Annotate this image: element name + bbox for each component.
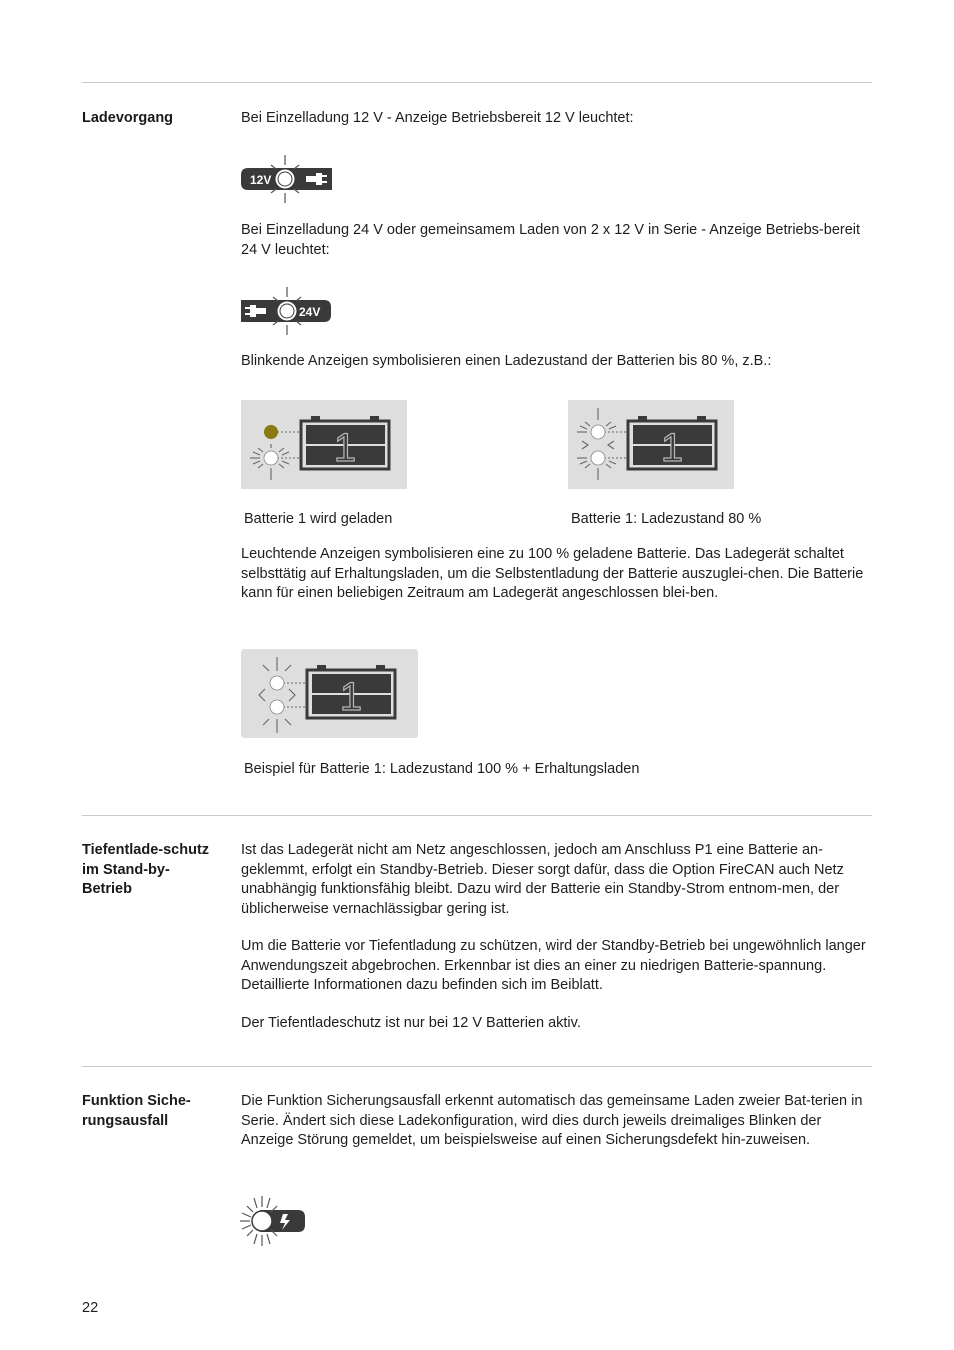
- section-divider: [82, 1066, 872, 1067]
- led-blinking-indicator: [264, 451, 278, 465]
- caption-battery-charging: Batterie 1 wird geladen: [244, 511, 393, 527]
- fault-indicator-figure: [238, 1194, 310, 1248]
- indicator-24v-figure: [238, 284, 338, 340]
- paragraph-24v: Bei Einzelladung 24 V oder gemeinsamem Laden von 2 x 12 V in Serie - Anzeige Betriebs-bereit 24 V leuchtet:: [241, 222, 861, 258]
- paragraph-12v: Bei Einzelladung 12 V - Anzeige Betriebsbereit 12 V leuchtet:: [241, 110, 634, 126]
- battery-100-figure: [241, 649, 418, 738]
- led-lit-indicator: [270, 700, 284, 714]
- led-off-indicator: [264, 425, 278, 439]
- paragraph-deep-discharge: Um die Batterie vor Tiefentladung zu schützen, wird der Standby-Betrieb bei ungewöhnlich langer Anwendungszeit abgebrochen. Erkennbar ist dies an einer zu niedrigen Batterie-spannung. Detaillierte Informationen dazu befinden sich im Beiblatt.: [241, 938, 866, 993]
- paragraph-fuse-failure: Die Funktion Sicherungsausfall erkennt automatisch das gemeinsame Laden zweier Bat-terien in Serie. Ändert sich diese Ladekonfiguration, wird dies durch jeweils dreimaliges Blinken der Anzeige Störung gemeldet, um beispielsweise auf einen Sicherungsdefekt hin-zuweisen.: [241, 1093, 863, 1148]
- battery-number: 1: [339, 675, 363, 719]
- section-heading-ladevorgang: Ladevorgang: [82, 110, 174, 126]
- battery-number: 1: [660, 426, 684, 470]
- section-heading-tiefentladeschutz: Tiefentlade-schutz im Stand-by-Betrieb: [82, 842, 210, 897]
- battery-number: 1: [333, 426, 357, 470]
- indicator-12v-label: 12V: [250, 173, 272, 187]
- battery-80-figure: [568, 400, 734, 489]
- indicator-24v-label: 24V: [299, 305, 321, 319]
- battery-charging-figure: [241, 400, 407, 489]
- paragraph-blinking: Blinkende Anzeigen symbolisieren einen Ladezustand der Batterien bis 80 %, z.B.:: [241, 353, 772, 369]
- paragraph-full-charge: Leuchtende Anzeigen symbolisieren eine zu 100 % geladene Batterie. Das Ladegerät schaltet selbsttätig auf Erhaltungsladen, um die Selbstentladung der Batterie auszuglei-chen. Die Batterie kann für einen beliebigen Zeitraum am Ladegerät angeschlossen blei-ben.: [241, 546, 864, 601]
- section-heading-sicherungsausfall: Funktion Siche-rungsausfall: [82, 1093, 191, 1129]
- caption-battery-100: Beispiel für Batterie 1: Ladezustand 100 % + Erhaltungsladen: [244, 761, 640, 777]
- indicator-12v-figure: [238, 152, 338, 208]
- led-blinking-indicator: [591, 425, 605, 439]
- paragraph-12v-only: Der Tiefentladeschutz ist nur bei 12 V Batterien aktiv.: [241, 1015, 581, 1031]
- caption-battery-80: Batterie 1: Ladezustand 80 %: [571, 511, 762, 527]
- page-number: 22: [82, 1300, 99, 1316]
- section-divider: [82, 82, 872, 83]
- led-blinking-indicator: [591, 451, 605, 465]
- paragraph-standby: Ist das Ladegerät nicht am Netz angeschlossen, jedoch am Anschluss P1 eine Batterie an-geklemmt, erfolgt ein Standby-Betrieb. Dieser sorgt dafür, dass die Option FireCAN auch Netz unabhängig funktionsfähig bleibt. Dazu wird der Batterie ein Standby-Strom entnom-men, der üblicherweise vernachlässigbar gering ist.: [241, 842, 844, 917]
- section-divider: [82, 815, 872, 816]
- led-lit-indicator: [270, 676, 284, 690]
